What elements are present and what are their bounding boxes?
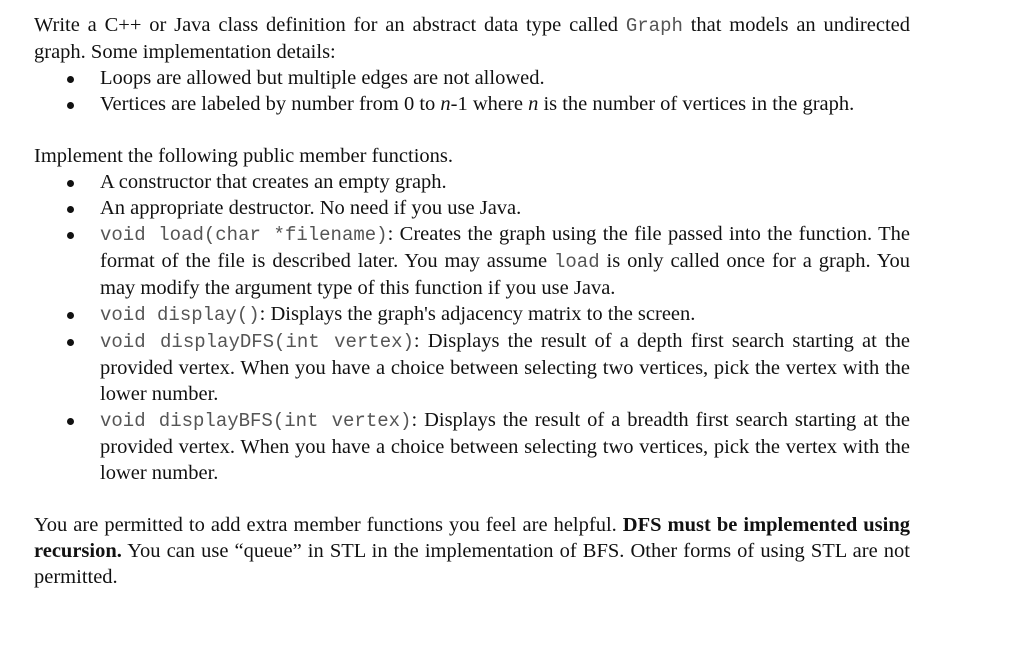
list-item (34, 407, 910, 486)
list-item (34, 65, 910, 91)
intro-code-graph: Graph (625, 15, 683, 37)
function-text: : Displays the result of a depth first search starting at the provided vertex. When you have a choice between selecting two vertices, pick the vertex with the lower number. (100, 330, 910, 405)
closing-bold-requirement: DFS must be implemented using recursion. (34, 514, 911, 562)
list-item (34, 301, 910, 328)
function-text: : Displays the graph's adjacency matrix to the screen. (259, 303, 696, 325)
bullet-icon (67, 232, 74, 239)
functions-heading: Implement the following public member functions. (34, 145, 454, 167)
intro-text-2: that models an undirected graph. Some implementation details: (34, 14, 911, 63)
spacer (34, 117, 910, 143)
variable-n: n (528, 93, 539, 115)
bullet-icon (67, 339, 74, 346)
list-item (34, 169, 910, 195)
detail-text: is the number of vertices in the graph. (538, 93, 855, 115)
function-text: is only called once for a graph. You may modify the argument type of this function if you use Java. (100, 250, 910, 299)
closing-paragraph (34, 512, 910, 590)
function-text: : Creates the graph using the file passed into the function. The format of the file is described later. You may assume (100, 223, 911, 272)
bullet-icon (67, 312, 74, 319)
bullet-icon (67, 102, 74, 109)
function-text: : Displays the result of a breadth first search starting at the provided vertex. When you have a choice between selecting two vertices, pick the vertex with the lower number. (100, 409, 910, 484)
function-signature: void displayDFS(int vertex) (100, 331, 414, 353)
implementation-details-list (34, 65, 910, 117)
detail-text: -1 where (450, 93, 529, 115)
bullet-icon (67, 76, 74, 83)
bullet-icon (67, 206, 74, 213)
list-item (34, 91, 910, 117)
detail-text: Vertices are labeled by number from 0 to (100, 93, 441, 115)
assignment-document (34, 12, 910, 590)
function-text: An appropriate destructor. No need if you use Java. (100, 197, 522, 219)
function-text: A constructor that creates an empty graph. (100, 171, 447, 193)
intro-paragraph (34, 12, 910, 65)
list-item (34, 221, 910, 301)
closing-text-1: You are permitted to add extra member functions you feel are helpful. (34, 514, 623, 536)
bullet-icon (67, 418, 74, 425)
function-signature: void load(char *filename) (100, 224, 388, 246)
list-item (34, 328, 910, 407)
inline-code: load (554, 251, 600, 273)
detail-text: Loops are allowed but multiple edges are not allowed. (100, 67, 545, 89)
closing-text-2: You can use “queue” in STL in the implementation of BFS. Other forms of using STL are not permitted. (34, 540, 910, 588)
member-functions-list (34, 169, 910, 486)
bullet-icon (67, 180, 74, 187)
function-signature: void display() (100, 304, 260, 326)
list-item (34, 195, 910, 221)
function-signature: void displayBFS(int vertex) (100, 410, 412, 432)
spacer (34, 486, 910, 512)
variable-n: n (440, 93, 451, 115)
intro-text-1: Write a C++ or Java class definition for an abstract data type called (34, 14, 626, 36)
